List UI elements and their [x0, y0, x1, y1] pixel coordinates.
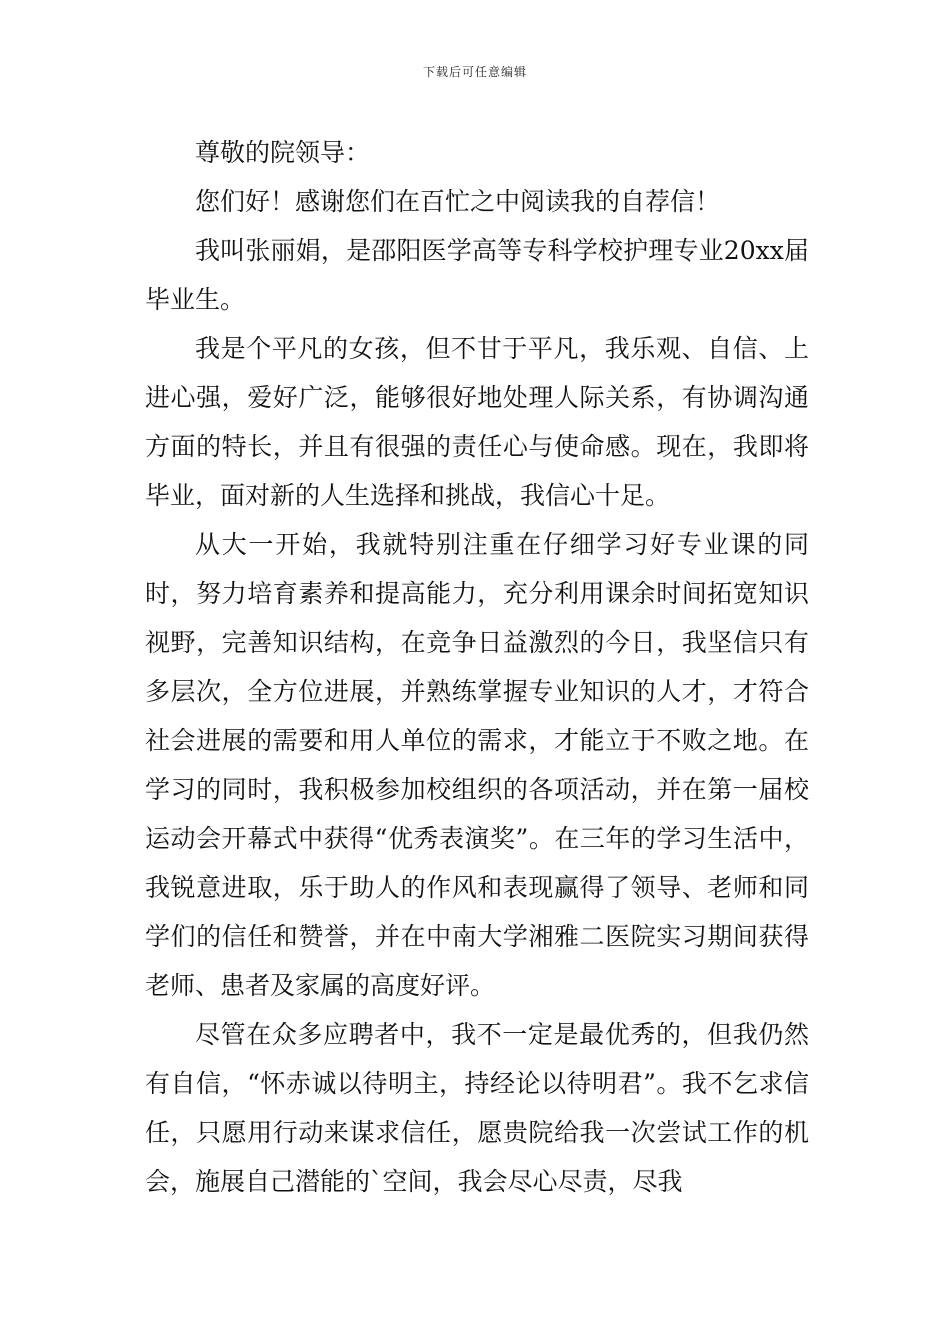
salutation: 尊敬的院领导： — [195, 138, 371, 167]
header-note: 下载后可任意编辑 — [422, 65, 527, 79]
letter-body — [145, 128, 809, 1206]
personality-paragraph: 我是个平凡的女孩，但不甘于平凡，我乐观、自信、上进心强，爱好广泛，能够很好地处理人际关系，有协调沟通方面的特长，并且有很强的责任心与使命感。现在，我即将毕业，面对新的人生选择和挑战，我信心十足。 — [145, 334, 809, 510]
introduction-paragraph: 我叫张丽娟，是邵阳医学高等专科学校护理专业20xx届毕业生。 — [145, 236, 809, 314]
greeting-paragraph: 您们好！感谢您们在百忙之中阅读我的自荐信！ — [195, 187, 721, 216]
study-experience-paragraph: 从大一开始，我就特别注重在仔细学习好专业课的同时，努力培育素养和提高能力，充分利用课余时间拓宽知识视野，完善知识结构，在竞争日益激烈的今日，我坚信只有多层次，全方位进展，并熟练掌握专业知识的人才，才符合社会进展的需要和用人单位的需求，才能立于不败之地。在学习的同时，我积极参加校组织的各项活动，并在第一届校运动会开幕式中获得“优秀表演奖”。在三年的学习生活中，我锐意进取，乐于助人的作风和表现赢得了领导、老师和同学们的信任和赞誉，并在中南大学湘雅二医院实习期间获得老师、患者及家属的高度好评。 — [145, 530, 809, 1000]
request-paragraph: 尽管在众多应聘者中，我不一定是最优秀的，但我仍然有自信，“怀赤诚以待明主，持经论以待明君”。我不乞求信任，只愿用行动来谋求信任，愿贵院给我一次尝试工作的机会，施展自己潜能的`空间，我会尽心尽责，尽我 — [145, 1020, 809, 1196]
